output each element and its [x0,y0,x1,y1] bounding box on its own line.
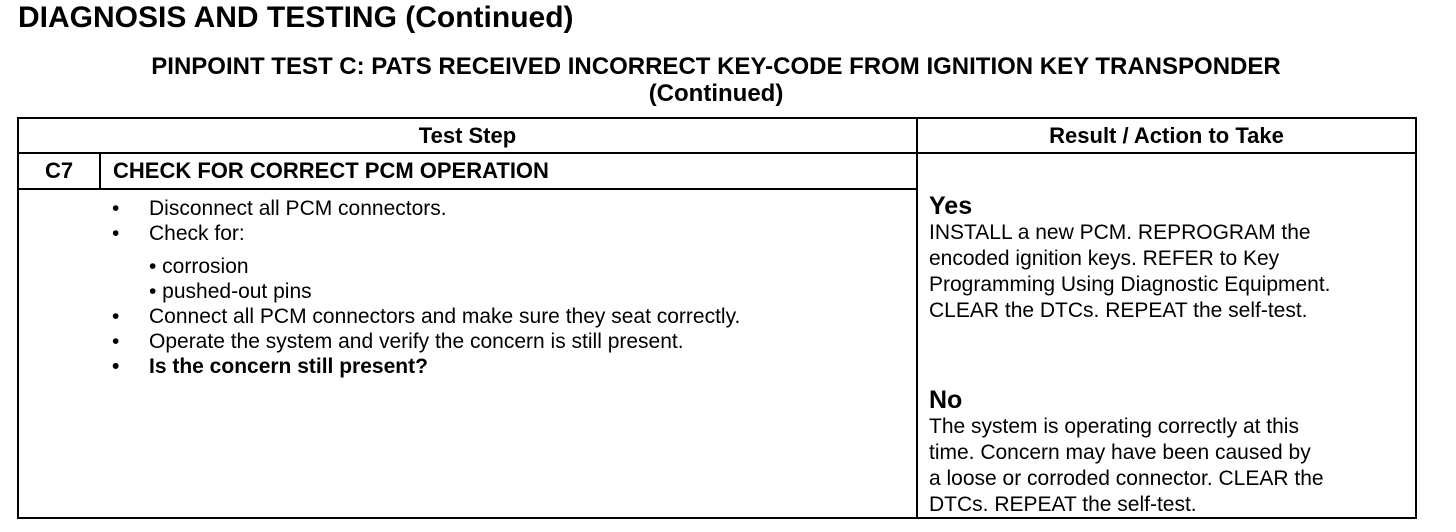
list-item [110,221,910,246]
sub-list-item: • pushed-out pins [149,280,312,303]
list-item-text: Connect all PCM connectors and make sure they seat correctly. [149,305,741,328]
result-no-line: The system is operating correctly at this [929,415,1299,438]
table-divider [99,152,101,189]
column-header-result-action: Result / Action to Take [1049,123,1284,148]
pinpoint-test-title: PINPOINT TEST C: PATS RECEIVED INCORRECT KEY-CODE FROM IGNITION KEY TRANSPONDER [151,53,1281,80]
pinpoint-test-heading [0,53,1432,107]
step-number: C7 [44,158,74,183]
list-item [110,304,910,329]
result-no-line: a loose or corroded connector. CLEAR the [929,467,1324,490]
page-title: DIAGNOSIS AND TESTING (Continued) [18,1,574,34]
list-item-question [110,354,910,379]
result-yes-line: Programming Using Diagnostic Equipment. [929,273,1331,296]
sub-list-item: • corrosion [149,255,249,278]
table-divider [916,117,918,519]
result-yes [929,192,1415,324]
result-no-line: time. Concern may have been caused by [929,441,1311,464]
result-no-line: DTCs. REPEAT the self-test. [929,493,1197,516]
list-item [110,196,910,221]
bullet: • [112,355,120,378]
result-no-label: No [929,386,963,414]
list-item-text: Is the concern still present? [149,355,428,378]
check-items-list [110,254,910,304]
result-yes-line: INSTALL a new PCM. REPROGRAM the [929,221,1311,244]
result-yes-label: Yes [929,192,973,220]
list-item-text: Operate the system and verify the concern is still present. [149,330,684,353]
bullet: • [112,222,120,245]
column-header-test-step: Test Step [418,123,517,148]
list-item [110,329,910,354]
result-no [929,386,1415,518]
bullet: • [112,330,120,353]
bullet: • [112,305,120,328]
list-item-text: Disconnect all PCM connectors. [149,197,447,220]
bullet: • [112,197,120,220]
pinpoint-test-continued: (Continued) [648,80,784,107]
result-yes-line: CLEAR the DTCs. REPEAT the self-test. [929,299,1308,322]
list-item-text: Check for: [149,222,245,245]
table-divider [17,188,918,190]
step-actions-list [110,196,910,379]
step-title: CHECK FOR CORRECT PCM OPERATION [113,158,549,183]
result-yes-line: encoded ignition keys. REFER to Key [929,247,1280,270]
